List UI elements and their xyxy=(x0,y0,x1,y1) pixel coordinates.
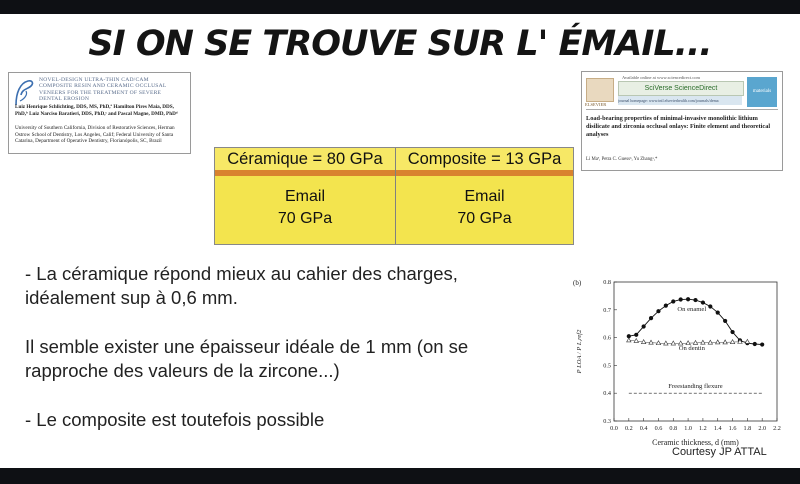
x-tick-label: 1.6 xyxy=(728,425,737,432)
paragraph-line-2: rapproche des valeurs de la zircone...) xyxy=(25,360,340,381)
data-point-on-enamel xyxy=(671,299,675,303)
elsevier-tree-icon xyxy=(586,78,614,102)
y-tick-label: 0.3 xyxy=(603,418,611,425)
table-cell-value: 70 GPa xyxy=(457,210,512,227)
data-point-on-enamel xyxy=(708,304,712,308)
data-point-on-dentin xyxy=(723,340,727,344)
data-point-on-enamel xyxy=(649,316,653,320)
data-point-on-enamel xyxy=(679,297,683,301)
data-point-on-dentin xyxy=(649,340,653,344)
slide-title: SI ON SE TROUVE SUR L' ÉMAIL... xyxy=(88,24,712,64)
x-tick-label: 0.4 xyxy=(639,425,648,432)
y-tick-label: 0.8 xyxy=(603,279,611,286)
ref-left-heading-4: DENTAL EROSION xyxy=(39,96,90,103)
x-tick-label: 2.0 xyxy=(758,425,767,432)
y-tick-label: 0.6 xyxy=(603,334,611,342)
data-point-on-dentin xyxy=(634,339,638,343)
data-point-on-enamel xyxy=(723,319,727,323)
data-point-on-enamel xyxy=(656,309,660,313)
divider xyxy=(586,109,778,110)
journal-logo-icon xyxy=(12,77,36,107)
x-tick-label: 0.8 xyxy=(669,425,678,432)
data-point-on-dentin xyxy=(671,341,675,345)
paragraph-ideal-thickness xyxy=(25,335,468,383)
bullet-composite: - Le composite est toutefois possible xyxy=(25,409,325,430)
table-cell-enamel-composite xyxy=(396,186,573,230)
bullet-ceramic-line-2: idéalement sup à 0,6 mm. xyxy=(25,287,238,308)
x-tick-label: 1.0 xyxy=(684,425,692,432)
journal-banner: SciVerse ScienceDirect xyxy=(618,81,744,96)
table-separator-band xyxy=(215,170,573,176)
data-point-on-dentin xyxy=(656,341,660,345)
data-point-on-dentin xyxy=(708,340,712,344)
reference-article-right xyxy=(581,71,783,171)
data-point-on-enamel xyxy=(753,342,757,346)
y-tick-label: 0.7 xyxy=(603,306,611,314)
data-point-on-dentin xyxy=(745,339,749,343)
data-point-on-dentin xyxy=(716,340,720,344)
paragraph-line-1: Il semble exister une épaisseur idéale de 1 mm (on se xyxy=(25,336,469,357)
data-point-on-dentin xyxy=(627,338,631,342)
annotation-on-dentin: On dentin xyxy=(678,345,705,353)
data-point-on-enamel xyxy=(693,298,697,302)
data-point-on-enamel xyxy=(664,304,668,308)
x-tick-label: 2.2 xyxy=(773,425,781,432)
journal-cover-icon: materials xyxy=(747,77,777,107)
data-point-on-dentin xyxy=(664,341,668,345)
chart-panel-label: (b) xyxy=(573,279,582,287)
ref-left-heading: NOVEL-DESIGN ULTRA-THIN CAD/CAM xyxy=(39,77,149,83)
journal-homepage: journal homepage: www.intl.elsevierhealth.com/journals/dema xyxy=(618,96,742,105)
data-point-on-enamel xyxy=(730,330,734,334)
x-tick-label: 0.6 xyxy=(654,425,663,432)
x-tick-label: 1.2 xyxy=(699,425,707,432)
table-cell-label: Email xyxy=(284,188,325,205)
y-tick-label: 0.5 xyxy=(603,362,611,370)
bullet-ceramic-line-1: - La céramique répond mieux au cahier des charges, xyxy=(25,263,458,284)
ref-left-affiliation: University of Southern California, Division of Restorative Sciences, Herman Ostrow School of Dentistry, Los Angeles, Calif; Federal University of Santa Catarina, Department of Operative Dentistry, Florianópolis, SC, Brazil xyxy=(15,125,175,145)
data-point-on-dentin xyxy=(701,340,705,344)
bullet-ceramic xyxy=(25,262,458,310)
annotation-on-enamel: On enamel xyxy=(677,306,707,314)
modulus-comparison-table xyxy=(214,147,574,245)
data-point-on-enamel xyxy=(701,300,705,304)
data-point-on-enamel xyxy=(716,310,720,314)
ref-right-topline: Available online at www.sciencedirect.com xyxy=(622,75,700,80)
ref-right-authors: Li Maª, Petra C. Guessᵇ, Yu Zhangᵃ,* xyxy=(586,157,658,162)
x-axis-label: Ceramic thickness, d (mm) xyxy=(652,438,739,447)
data-point-on-enamel xyxy=(760,342,764,346)
x-tick-label: 1.4 xyxy=(713,425,722,432)
table-cell-value: 70 GPa xyxy=(277,210,333,227)
data-point-on-enamel xyxy=(642,324,646,328)
thickness-load-chart xyxy=(567,266,793,450)
x-tick-label: 0.2 xyxy=(624,425,633,432)
data-point-on-enamel xyxy=(686,297,690,301)
y-tick-label: 0.4 xyxy=(603,390,611,398)
data-point-on-dentin xyxy=(693,340,697,344)
table-header-composite: Composite = 13 GPa xyxy=(396,148,573,170)
table-header-ceramic: Céramique = 80 GPa xyxy=(215,148,395,170)
ref-left-authors: Luiz Henrique Schlichting, DDS, MS, PhD,ª Hamilton Pires Maia, DDS, PhD,ᵇ Luiz Narciso Baratieri, DDS, PhD,ᶜ and Pascal Magne, DMD, PhDᵈ xyxy=(15,104,178,117)
annotation-freestanding: Freestanding flexure xyxy=(668,383,723,391)
ref-left-heading-2: COMPOSITE RESIN AND CERAMIC OCCLUSAL xyxy=(39,83,167,90)
data-point-on-dentin xyxy=(730,340,734,344)
publisher-label: ELSEVIER xyxy=(585,102,607,107)
data-point-on-enamel xyxy=(634,333,638,337)
ref-left-heading-3: VENEERS FOR THE TREATMENT OF SEVERE xyxy=(39,89,162,96)
table-cell-enamel-ceramic xyxy=(215,186,395,230)
x-tick-label: 1.8 xyxy=(743,425,752,432)
slide xyxy=(0,14,800,468)
x-tick-label: 0.0 xyxy=(610,425,618,432)
y-axis-label: P LOA / P L,ref2 xyxy=(576,329,583,374)
reference-article-left xyxy=(8,72,191,154)
ref-right-title: Load-bearing properties of minimal-invasive monolithic lithium disilicate and zirconia occlusal onlays: Finite element and theoretical analyses xyxy=(586,115,771,138)
table-cell-label: Email xyxy=(464,188,505,205)
courtesy-credit: Courtesy JP ATTAL xyxy=(672,446,767,458)
